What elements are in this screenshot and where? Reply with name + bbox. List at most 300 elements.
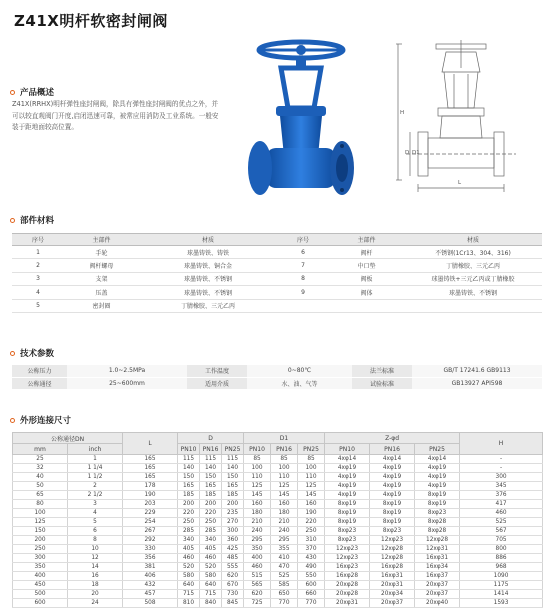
- tech-row-cell: 水、油、气等: [247, 377, 352, 389]
- dims-row-cell: 457: [123, 590, 178, 599]
- dims-row-cell: 180: [244, 509, 271, 518]
- dims-row-cell: 16: [68, 572, 123, 581]
- parts-row-cell: 支架: [64, 272, 139, 285]
- dims-row: [13, 545, 543, 554]
- dims-row-cell: 670: [222, 581, 244, 590]
- dims-row-cell: 1 1/2: [68, 473, 123, 482]
- dims-row: [13, 455, 543, 464]
- dims-row: [13, 464, 543, 473]
- dims-row-cell: 16xφ34: [415, 563, 460, 572]
- dims-row-cell: 585: [271, 581, 298, 590]
- dims-header-inch: inch: [68, 444, 123, 455]
- dims-row-cell: 460: [244, 563, 271, 572]
- tech-row-cell: 公称压力: [12, 365, 67, 377]
- parts-row: [12, 286, 542, 299]
- dims-row-cell: 340: [200, 536, 222, 545]
- dims-row: [13, 536, 543, 545]
- section-bullet-icon: [10, 218, 15, 223]
- dims-row-cell: 16xφ31: [370, 572, 415, 581]
- dims-row: [13, 491, 543, 500]
- dims-row-cell: 50: [13, 482, 68, 491]
- dims-row-cell: 406: [123, 572, 178, 581]
- dims-row-cell: 432: [123, 581, 178, 590]
- dims-row-cell: 300: [13, 554, 68, 563]
- dims-row-cell: 115: [222, 455, 244, 464]
- dims-row-cell: 285: [178, 527, 200, 536]
- dims-row-cell: 80: [13, 500, 68, 509]
- dims-row-cell: 20xφ37: [415, 581, 460, 590]
- dims-header-row: [13, 433, 543, 444]
- dims-row-cell: 115: [178, 455, 200, 464]
- dims-row-cell: -: [460, 464, 543, 473]
- tech-heading: [10, 347, 54, 359]
- dims-row-cell: 20xφ37: [415, 590, 460, 599]
- dims-row-cell: 200: [13, 536, 68, 545]
- dims-row-cell: 18: [68, 581, 123, 590]
- parts-row-cell: 丁腈橡胶、三元乙丙: [139, 299, 277, 312]
- dims-row-cell: 4xφ14: [325, 455, 370, 464]
- parts-row: [12, 259, 542, 272]
- dims-row-cell: 8xφ19: [370, 518, 415, 527]
- tech-row: [12, 377, 542, 389]
- dims-row-cell: 8xφ19: [325, 509, 370, 518]
- dims-header-pn: PN10: [325, 444, 370, 455]
- dims-row-cell: 16xφ28: [325, 572, 370, 581]
- dims-row-cell: 85: [271, 455, 298, 464]
- dims-row-cell: 715: [178, 590, 200, 599]
- parts-row-cell: 9: [277, 286, 329, 299]
- parts-row-cell: 阀杆螺母: [64, 259, 139, 272]
- dims-row: [13, 509, 543, 518]
- dims-row-cell: 525: [271, 572, 298, 581]
- dims-row-cell: 600: [298, 581, 325, 590]
- dims-row-cell: 840: [200, 599, 222, 608]
- dims-row-cell: 1 1/4: [68, 464, 123, 473]
- dims-row-cell: 295: [271, 536, 298, 545]
- dims-row-cell: 4xφ19: [325, 473, 370, 482]
- dims-row-cell: 178: [123, 482, 178, 491]
- dims-row-cell: 12xφ23: [325, 554, 370, 563]
- dims-row-cell: 185: [178, 491, 200, 500]
- dims-row-cell: 8xφ23: [325, 527, 370, 536]
- section-bullet-icon: [10, 90, 15, 95]
- parts-row-cell: 3: [12, 272, 64, 285]
- parts-body: [12, 246, 542, 313]
- dims-row-cell: 125: [271, 482, 298, 491]
- dims-row-cell: 450: [13, 581, 68, 590]
- dims-row-cell: 8xφ19: [325, 518, 370, 527]
- dims-row-cell: 600: [13, 599, 68, 608]
- parts-row-cell: 6: [277, 246, 329, 259]
- dims-row-cell: 4xφ19: [415, 473, 460, 482]
- dims-row: [13, 590, 543, 599]
- dims-row-cell: 8xφ19: [415, 491, 460, 500]
- dims-row-cell: 5: [68, 518, 123, 527]
- dims-row-cell: 580: [178, 572, 200, 581]
- dims-header-pn: PN10: [244, 444, 271, 455]
- tech-row-cell: 适用介质: [187, 377, 247, 389]
- dims-row-cell: 381: [123, 563, 178, 572]
- dims-row-cell: 240: [244, 527, 271, 536]
- dims-row-cell: 16xφ23: [325, 563, 370, 572]
- dims-row-cell: 180: [271, 509, 298, 518]
- parts-row-cell: 球墨铸铁、铸铁: [139, 246, 277, 259]
- dims-header-pn: PN25: [298, 444, 325, 455]
- dims-row-cell: 376: [460, 491, 543, 500]
- dims-row-cell: 235: [222, 509, 244, 518]
- dims-row-cell: 200: [178, 500, 200, 509]
- tech-row-cell: 0~80℃: [247, 365, 352, 377]
- parts-row: [12, 246, 542, 259]
- dims-row-cell: 4xφ19: [325, 464, 370, 473]
- section-bullet-icon: [10, 418, 15, 423]
- dims-row-cell: 125: [244, 482, 271, 491]
- dims-row-cell: 640: [178, 581, 200, 590]
- dims-row: [13, 581, 543, 590]
- dims-header-h: H: [460, 433, 543, 455]
- dims-row-cell: 220: [178, 509, 200, 518]
- dims-row: [13, 599, 543, 608]
- dims-row-cell: 12xφ28: [370, 545, 415, 554]
- dims-row-cell: 770: [298, 599, 325, 608]
- dims-row-cell: 200: [200, 500, 222, 509]
- parts-table: [12, 233, 542, 313]
- dims-row-cell: 4xφ19: [370, 473, 415, 482]
- tech-row: [12, 365, 542, 377]
- dims-row-cell: 12xφ28: [370, 554, 415, 563]
- dims-row-cell: 4xφ14: [370, 455, 415, 464]
- dims-row-cell: 140: [200, 464, 222, 473]
- parts-row-cell: [277, 299, 329, 312]
- tech-row-cell: GB/T 17241.6 GB9113: [412, 365, 542, 377]
- dims-header-mm: mm: [13, 444, 68, 455]
- dims-row-cell: 12: [68, 554, 123, 563]
- dims-row-cell: 100: [271, 464, 298, 473]
- dims-row-cell: 20xφ34: [370, 590, 415, 599]
- tech-row-cell: 法兰标准: [352, 365, 412, 377]
- dims-header-pn: PN25: [415, 444, 460, 455]
- dims-row-cell: 229: [123, 509, 178, 518]
- parts-row-cell: 不锈钢(1Cr13、304、316): [404, 246, 542, 259]
- dims-header-pn: PN25: [222, 444, 244, 455]
- dims-header-pn: PN10: [178, 444, 200, 455]
- valve-photo: [236, 38, 366, 203]
- dims-row-cell: 4xφ19: [415, 464, 460, 473]
- dims-row: [13, 527, 543, 536]
- dims-row-cell: 14: [68, 563, 123, 572]
- dims-row-cell: 165: [222, 482, 244, 491]
- dims-row-cell: 4xφ19: [370, 482, 415, 491]
- dims-row-cell: 810: [178, 599, 200, 608]
- dims-row-cell: 705: [460, 536, 543, 545]
- dims-row-cell: 125: [298, 482, 325, 491]
- dims-row-cell: 430: [298, 554, 325, 563]
- dims-row-cell: 115: [200, 455, 222, 464]
- dims-row-cell: 4xφ19: [415, 482, 460, 491]
- dims-row-cell: 250: [178, 518, 200, 527]
- tech-body: [12, 365, 542, 389]
- dims-row-cell: 285: [200, 527, 222, 536]
- dims-row-cell: 20xφ31: [325, 599, 370, 608]
- dims-header-d: D: [178, 433, 244, 444]
- dims-header-dn: 公称通径DN: [13, 433, 123, 444]
- dims-row-cell: 2: [68, 482, 123, 491]
- dims-row-cell: 8xφ23: [325, 536, 370, 545]
- dims-header-pn: PN16: [271, 444, 298, 455]
- dims-row-cell: 620: [222, 572, 244, 581]
- dims-row: [13, 563, 543, 572]
- dims-row-cell: 20xφ31: [370, 581, 415, 590]
- parts-header-cell: 材质: [404, 234, 542, 246]
- dims-row-cell: 400: [13, 572, 68, 581]
- dims-row-cell: 150: [178, 473, 200, 482]
- dims-row-cell: 350: [244, 545, 271, 554]
- dims-row-cell: 355: [271, 545, 298, 554]
- parts-row-cell: 球墨铸铁、铜合金: [139, 259, 277, 272]
- dims-row-cell: 845: [222, 599, 244, 608]
- dims-row-cell: 292: [123, 536, 178, 545]
- drawing-label-h: H: [400, 110, 405, 116]
- dims-row-cell: 12xφ23: [325, 545, 370, 554]
- dims-row-cell: 12xφ31: [415, 545, 460, 554]
- dims-header-d1: D1: [244, 433, 325, 444]
- dims-row-cell: 460: [460, 509, 543, 518]
- dims-row-cell: 190: [123, 491, 178, 500]
- tech-heading-text: 技术参数: [20, 349, 55, 359]
- parts-row-cell: 球墨铸铁、不锈钢: [139, 286, 277, 299]
- dims-row-cell: 203: [123, 500, 178, 509]
- dims-heading: [10, 414, 71, 426]
- dims-row-cell: 725: [244, 599, 271, 608]
- dims-row-cell: 405: [178, 545, 200, 554]
- parts-row-cell: [404, 299, 542, 312]
- dims-row-cell: 715: [200, 590, 222, 599]
- dims-header-pn: PN16: [200, 444, 222, 455]
- parts-row-cell: 2: [12, 259, 64, 272]
- dims-row-cell: 270: [222, 518, 244, 527]
- parts-row-cell: 5: [12, 299, 64, 312]
- dims-header-pn: PN16: [370, 444, 415, 455]
- tech-row-cell: GB13927 API598: [412, 377, 542, 389]
- dims-row-cell: 470: [271, 563, 298, 572]
- parts-header-row: [12, 234, 542, 246]
- dims-row-cell: 20xφ28: [325, 590, 370, 599]
- dims-row-cell: 800: [460, 545, 543, 554]
- dims-row-cell: 145: [298, 491, 325, 500]
- dims-row-cell: 886: [460, 554, 543, 563]
- dims-row-cell: 16xφ37: [415, 572, 460, 581]
- dims-row-cell: 330: [123, 545, 178, 554]
- dims-row-cell: 65: [13, 491, 68, 500]
- dims-row-cell: 110: [271, 473, 298, 482]
- dims-row-cell: 4xφ19: [325, 491, 370, 500]
- dims-row: [13, 500, 543, 509]
- dims-row-cell: 8xφ19: [415, 500, 460, 509]
- dims-row-cell: 410: [271, 554, 298, 563]
- dims-row-cell: 254: [123, 518, 178, 527]
- parts-row-cell: 丁腈橡胶、三元乙丙: [404, 259, 542, 272]
- dims-row-cell: 185: [222, 491, 244, 500]
- dims-row-cell: 165: [123, 473, 178, 482]
- dims-row: [13, 482, 543, 491]
- dims-row-cell: 770: [271, 599, 298, 608]
- dims-row-cell: 140: [178, 464, 200, 473]
- dims-row-cell: 250: [200, 518, 222, 527]
- dims-row-cell: 2 1/2: [68, 491, 123, 500]
- parts-heading: [10, 214, 54, 226]
- dims-row-cell: 165: [178, 482, 200, 491]
- dims-row-cell: 360: [222, 536, 244, 545]
- dims-row-cell: 650: [271, 590, 298, 599]
- dims-row-cell: 110: [298, 473, 325, 482]
- dims-row-cell: 500: [13, 590, 68, 599]
- overview-heading: [10, 86, 54, 98]
- dims-row-cell: 267: [123, 527, 178, 536]
- dims-row-cell: 12xφ23: [370, 536, 415, 545]
- dims-row-cell: 20xφ40: [415, 599, 460, 608]
- parts-row-cell: 7: [277, 259, 329, 272]
- dims-row-cell: 310: [298, 536, 325, 545]
- dims-row-cell: 8xφ28: [415, 518, 460, 527]
- dims-row-cell: 150: [13, 527, 68, 536]
- dims-row-cell: 100: [298, 464, 325, 473]
- dims-row-cell: 185: [200, 491, 222, 500]
- dims-row-cell: 1414: [460, 590, 543, 599]
- dims-row-cell: 165: [200, 482, 222, 491]
- dims-row-cell: 220: [298, 518, 325, 527]
- parts-row-cell: 4: [12, 286, 64, 299]
- dims-row-cell: 16xφ31: [415, 554, 460, 563]
- parts-row-cell: [329, 299, 404, 312]
- overview-text: Z41X(RRHX)明杆弹性座封闸阀，除具有弹性座封闸阀的优点之外，并可以较直观阀门开度,启闭迅速可靠，被常应用消防及工业系统。一般安装于距地面较高位置。: [12, 100, 219, 131]
- dims-row-cell: 425: [222, 545, 244, 554]
- dims-row-cell: 145: [244, 491, 271, 500]
- tech-row-cell: 试验标准: [352, 377, 412, 389]
- dims-row-cell: 356: [123, 554, 178, 563]
- dims-row-cell: 730: [222, 590, 244, 599]
- dims-row-cell: 8xφ28: [415, 527, 460, 536]
- dims-row-cell: 405: [200, 545, 222, 554]
- dims-row-cell: 1: [68, 455, 123, 464]
- dims-row-cell: 8xφ19: [370, 509, 415, 518]
- dims-row-cell: 485: [222, 554, 244, 563]
- dims-row-cell: 25: [13, 455, 68, 464]
- dims-row-cell: 20xφ28: [325, 581, 370, 590]
- dims-row-cell: 160: [244, 500, 271, 509]
- dims-row-cell: 210: [244, 518, 271, 527]
- dims-row-cell: 8: [68, 536, 123, 545]
- dims-row-cell: 8xφ19: [325, 500, 370, 509]
- dims-row-cell: 160: [271, 500, 298, 509]
- parts-header-cell: 序号: [12, 234, 64, 246]
- dims-row-cell: 508: [123, 599, 178, 608]
- dims-row-cell: 400: [244, 554, 271, 563]
- dims-row-cell: 520: [200, 563, 222, 572]
- parts-row: [12, 299, 542, 312]
- dims-row-cell: 490: [298, 563, 325, 572]
- dims-row-cell: 220: [200, 509, 222, 518]
- dims-row-cell: 565: [244, 581, 271, 590]
- dims-row-cell: 240: [271, 527, 298, 536]
- dims-row-cell: 145: [271, 491, 298, 500]
- dims-row-cell: 150: [222, 473, 244, 482]
- dims-row-cell: 8xφ19: [370, 500, 415, 509]
- parts-row: [12, 272, 542, 285]
- dims-row-cell: 300: [460, 473, 543, 482]
- dims-row-cell: 1593: [460, 599, 543, 608]
- dims-row-cell: 3: [68, 500, 123, 509]
- tech-table: [12, 365, 542, 390]
- dims-row-cell: 24: [68, 599, 123, 608]
- dims-row-cell: 20: [68, 590, 123, 599]
- drawing-label-d1: D1: [412, 150, 420, 156]
- dims-row-cell: 100: [13, 509, 68, 518]
- dims-row-cell: 4: [68, 509, 123, 518]
- dims-row-cell: 125: [13, 518, 68, 527]
- tech-row-cell: 1.0~2.5MPa: [67, 365, 187, 377]
- dims-row-cell: 8xφ23: [370, 527, 415, 536]
- dims-row-cell: 550: [298, 572, 325, 581]
- dims-row-cell: 295: [244, 536, 271, 545]
- parts-header-cell: 材质: [139, 234, 277, 246]
- parts-header-cell: 主部件: [329, 234, 404, 246]
- parts-row-cell: 阀体: [329, 286, 404, 299]
- dims-row-cell: 110: [244, 473, 271, 482]
- dims-body: [13, 455, 543, 608]
- dims-row-cell: 555: [222, 563, 244, 572]
- section-bullet-icon: [10, 351, 15, 356]
- dims-row-cell: 140: [222, 464, 244, 473]
- dims-row-cell: 165: [123, 464, 178, 473]
- parts-row-cell: 球墨铸铁+三元乙丙或丁腈橡胶: [404, 272, 542, 285]
- dims-row-cell: 340: [178, 536, 200, 545]
- parts-row-cell: 球墨铸铁、不锈钢: [139, 272, 277, 285]
- dims-row-cell: 640: [200, 581, 222, 590]
- dims-row-cell: 4xφ14: [415, 455, 460, 464]
- dims-row-cell: 85: [298, 455, 325, 464]
- dims-row-cell: 515: [244, 572, 271, 581]
- dims-row-cell: 1175: [460, 581, 543, 590]
- dims-header-z: Z-φd: [325, 433, 460, 444]
- dims-table: [12, 432, 543, 608]
- dims-row-cell: 150: [200, 473, 222, 482]
- dims-row-cell: 250: [298, 527, 325, 536]
- dims-row-cell: 8xφ23: [415, 509, 460, 518]
- dims-row-cell: 100: [244, 464, 271, 473]
- parts-row-cell: 阀杆: [329, 246, 404, 259]
- dims-row-cell: 200: [222, 500, 244, 509]
- dims-row-cell: 460: [200, 554, 222, 563]
- parts-row-cell: 中口垫: [329, 259, 404, 272]
- dims-row: [13, 473, 543, 482]
- parts-row-cell: 球墨铸铁、不锈钢: [404, 286, 542, 299]
- valve-drawing: [388, 38, 520, 198]
- tech-row-cell: 公称通径: [12, 377, 67, 389]
- tech-row-cell: 工作温度: [187, 365, 247, 377]
- dims-row-cell: 190: [298, 509, 325, 518]
- dims-row-cell: 4xφ19: [370, 491, 415, 500]
- dims-row-cell: 32: [13, 464, 68, 473]
- dims-row: [13, 572, 543, 581]
- overview-heading-text: 产品概述: [20, 88, 55, 98]
- drawing-label-d: D: [405, 150, 410, 156]
- parts-row-cell: 手轮: [64, 246, 139, 259]
- dims-row-cell: 250: [13, 545, 68, 554]
- parts-row-cell: 密封圈: [64, 299, 139, 312]
- dims-row-cell: 85: [244, 455, 271, 464]
- drawing-label-l: L: [458, 180, 462, 186]
- dims-row-cell: 968: [460, 563, 543, 572]
